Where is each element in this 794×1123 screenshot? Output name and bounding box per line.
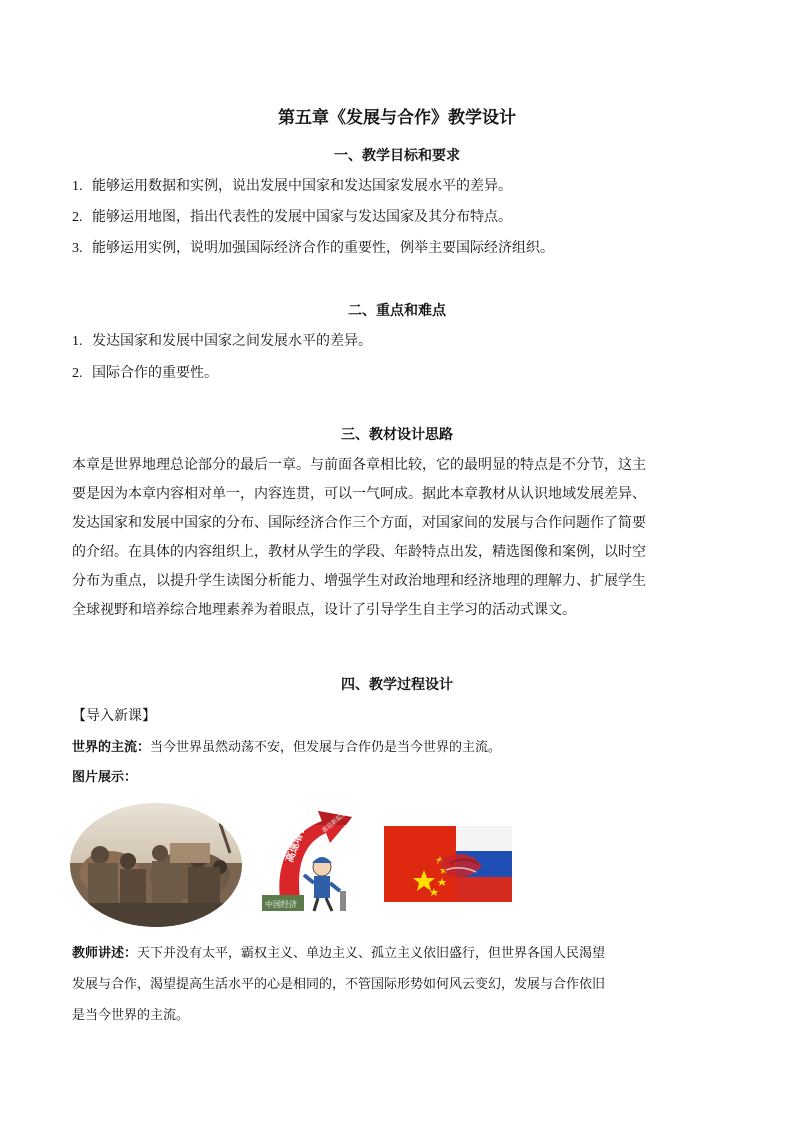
intro-label: 【导入新课】: [72, 708, 156, 724]
base-label: 中国经济: [265, 900, 297, 909]
paragraph-line: 全球视野和培养综合地理素养为着眼点，设计了引导学生自主学习的活动式课文。: [72, 602, 576, 618]
objective-text: 能够运用地图，指出代表性的发展中国家与发达国家及其分布特点。: [92, 209, 512, 225]
arrow-banner-label: 喜迎新起点: [320, 809, 349, 835]
objective-text: 能够运用数据和实例，说出发展中国家和发达国家发展水平的差异。: [92, 178, 512, 194]
pictures-line: [72, 766, 137, 785]
soldiers-photo: [70, 803, 242, 927]
teacher-label: 教师讲述：: [72, 946, 138, 961]
china-economy-cartoon: [256, 803, 364, 917]
pictures-label: 图片展示：: [72, 770, 138, 785]
objective-item-2: [72, 206, 512, 226]
section-heading-process: 四、教学过程设计: [341, 677, 453, 693]
handshake-flags-image: [384, 826, 512, 902]
objective-item-1: [72, 175, 512, 195]
narration-text: 天下并没有太平，霸权主义、单边主义、孤立主义依旧盛行，但世界各国人民渴望: [137, 946, 606, 961]
key-point-number: 1.: [72, 334, 83, 349]
section-heading-design-idea: 三、教材设计思路: [341, 427, 453, 443]
objective-text: 能够运用实例，说明加强国际经济合作的重要性，例举主要国际经济组织。: [92, 240, 554, 256]
objective-number: 1.: [72, 179, 83, 194]
key-point-item-2: [72, 362, 218, 382]
narration-line: 是当今世界的主流。: [72, 1008, 190, 1023]
key-point-text: 发达国家和发展中国家之间发展水平的差异。: [92, 333, 372, 349]
paragraph-line: 的介绍。在具体的内容组织上，教材从学生的学段、年龄特点出发，精选图像和案例，以时空: [72, 544, 646, 560]
narration-line: 发展与合作，渴望提高生活水平的心是相同的，不管国际形势如何风云变幻，发展与合作依旧: [72, 977, 606, 992]
paragraph-line: 要是因为本章内容相对单一，内容连贯，可以一气呵成。据此本章教材从认识地域发展差异、: [72, 486, 646, 502]
section-heading-objectives: 一、教学目标和要求: [334, 148, 460, 164]
paragraph-line: 发达国家和发展中国家的分布、国际经济合作三个方面，对国家间的发展与合作问题作了简要: [72, 515, 646, 531]
key-point-number: 2.: [72, 366, 83, 381]
narration-line: [72, 938, 732, 969]
design-idea-paragraph: [72, 451, 732, 625]
arrow-label: 高速增长: [284, 822, 309, 865]
teacher-narration: [72, 938, 732, 1031]
paragraph-line: 本章是世界地理总论部分的最后一章。与前面各章相比较，它的最明显的特点是不分节，这主: [72, 457, 646, 473]
objective-number: 3.: [72, 241, 83, 256]
mainstream-line: [72, 736, 501, 755]
mainstream-text: 当今世界虽然动荡不安，但发展与合作仍是当今世界的主流。: [150, 740, 502, 755]
paragraph-line: 分布为重点，以提升学生读图分析能力、增强学生对政治地理和经济地理的理解力、扩展学生: [72, 573, 646, 589]
objective-number: 2.: [72, 210, 83, 225]
objective-item-3: [72, 237, 554, 257]
key-point-item-1: [72, 330, 372, 350]
section-heading-key-points: 二、重点和难点: [348, 303, 446, 319]
key-point-text: 国际合作的重要性。: [92, 365, 218, 381]
mainstream-label: 世界的主流：: [72, 740, 151, 755]
document-title: 第五章《发展与合作》教学设计: [278, 108, 516, 128]
